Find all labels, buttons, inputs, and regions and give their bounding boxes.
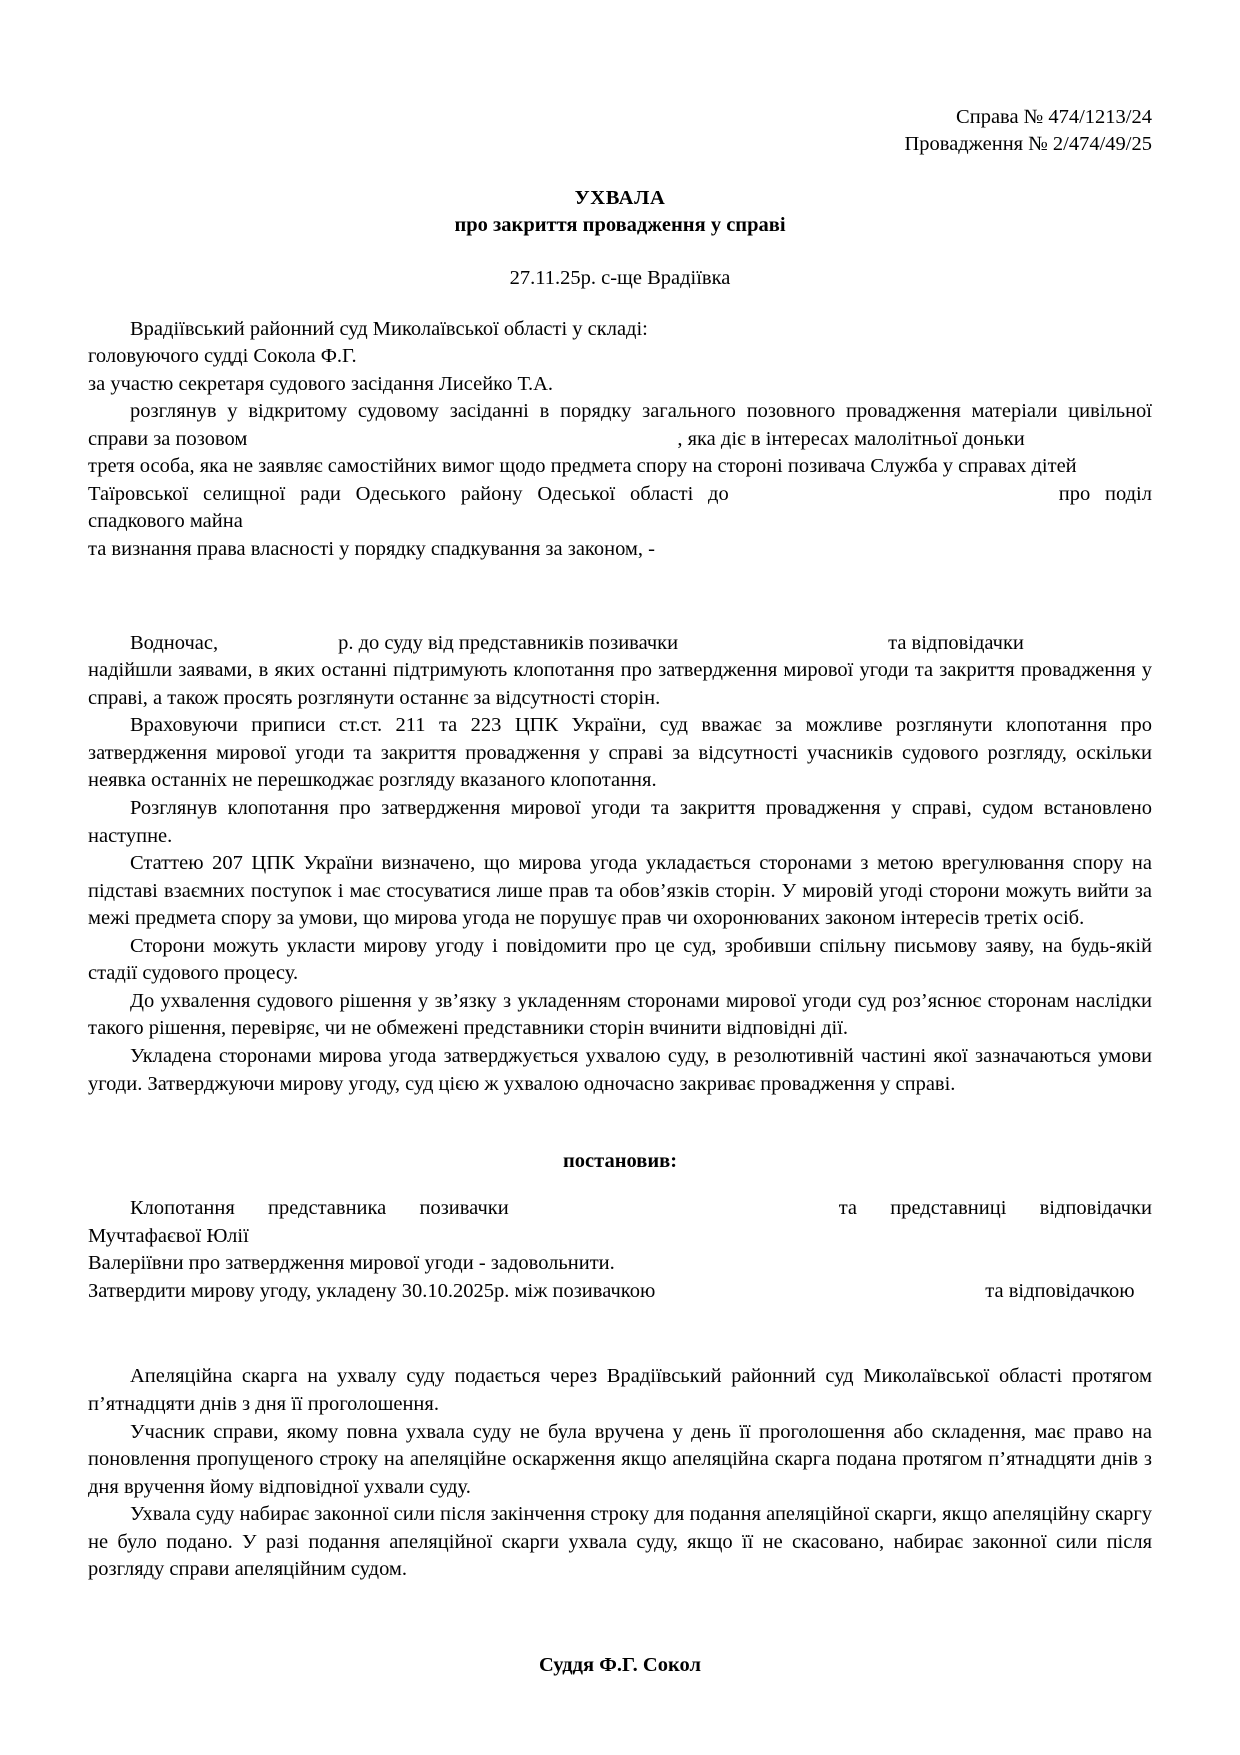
paragraph-rozglyanuv: [88, 795, 1152, 850]
subject-matter-text: про поділ спадкового майна: [88, 482, 1152, 533]
vodnochas-label: Водночас,: [130, 631, 219, 654]
third-party-authority-text: Таїровської селищної ради Одеського району Одеської області до: [88, 482, 729, 505]
paragraph-vodnochas-cont: [88, 657, 1152, 712]
rozglyanuv-text: Розглянув клопотання про затвердження мирової угоди та закриття провадження у справі, судом встановлено наступне.: [88, 796, 1152, 847]
considered-text-1: розглянув у відкритому судовому засіданні в порядку загального позовного провадження матеріали цивільної: [130, 400, 1152, 423]
ukladena-text: Укладена сторонами мирова угода затверджується ухвалою суду, в резолютивній частині якої зазначаються умови угоди. Затверджуючи мирову угоду, суд цією ж ухвалою одночасно закриває провадження у справі.: [88, 1045, 1152, 1095]
dateline: 27.11.25р. с-ще Врадіївка: [509, 266, 731, 289]
third-party-text: третя особа, яка не заявляє самостійних вимог щодо предмета спору на стороні позивача Служба у справах дітей: [88, 455, 1077, 478]
appeal-paragraph-2: [88, 1419, 1152, 1502]
judge-signature: Суддя Ф.Г. Сокол: [539, 1653, 701, 1676]
resolution-heading: постановив:: [562, 1150, 678, 1173]
resolution-item-2-defendant: та відповідачкою: [985, 1279, 1135, 1302]
vodnochas-text: р. до суду від представників позивачки: [338, 631, 679, 654]
vodnochas-defendant-text: та відповідачки: [888, 631, 1024, 654]
intro-spacer: [88, 564, 1152, 630]
vrahovuyuchy-text: Враховуючи приписи ст.ст. 211 та 223 ЦПК України, суд вважає за можливе розглянути клопотання про затвердження мирової угоди та закриття провадження у справі за відсутності учасників судового розгляду, оскільки неявка останніх не перешкоджає розгляду вказаного клопотання.: [88, 714, 1152, 792]
case-number: Справа № 474/1213/24: [956, 106, 1152, 128]
acting-in-interests-text: , яка діє в інтересах малолітньої доньки: [677, 427, 1025, 450]
appeal-spacer: [88, 1305, 1152, 1363]
document-subtitle: про закриття провадження у справі: [454, 213, 786, 236]
signature-spacer: [88, 1584, 1152, 1654]
appeal-paragraph-3: [88, 1501, 1152, 1584]
resolution-item-1-continuation: Валеріївни про затвердження мирової угоди - задовольнити.: [88, 1252, 615, 1275]
paragraph-storony: [88, 933, 1152, 988]
document-content: [88, 104, 1152, 1677]
court-composition-line: [88, 316, 1152, 344]
resolution-item-1-label: Клопотання представника позивачки: [130, 1197, 509, 1220]
appeal-paragraph-1: [88, 1363, 1152, 1418]
paragraph-article-207: [88, 850, 1152, 933]
resolution-item-1: [88, 1195, 1152, 1250]
title-block: [88, 187, 1152, 237]
considered-line-5: [88, 536, 1152, 564]
court-name-text: Врадіївський районний суд Миколаївської області у складі:: [130, 317, 648, 340]
subject-matter-text-2: та визнання права власності у порядку спадкування за законом, -: [88, 538, 655, 560]
resolution-spacer-top: [88, 1098, 1152, 1150]
resolution-item-2-label: Затвердити мирову угоду, укладену 30.10.2025р. між позивачкою: [88, 1279, 656, 1302]
resolution-item-2: [88, 1278, 1152, 1306]
considered-line-4: [88, 481, 1152, 536]
judge-name-text: головуючого судді Сокола Ф.Г.: [88, 345, 357, 368]
considered-line-2: [88, 426, 1152, 454]
document-header: [88, 104, 1152, 159]
appeal-text-2: Учасник справи, якому повна ухвала суду не була вручена у день її проголошення або складення, має право на поновлення пропущеного строку на апеляційне оскарження якщо апеляційна скарга подана протягом п’ятнадцяти днів з дня вручення йому відповідної ухвали суду.: [88, 1420, 1152, 1498]
proceeding-number: Провадження № 2/474/49/25: [904, 133, 1152, 156]
resolution-item-1-cont: [88, 1250, 1152, 1278]
considered-line-1: [88, 398, 1152, 426]
considered-line-3: [88, 453, 1152, 481]
secretary-name-text: за участю секретаря судового засідання Лисейко Т.А.: [88, 372, 554, 395]
appeal-text-3: Ухвала суду набирає законної сили після закінчення строку для подання апеляційної скарги, якщо апеляційну скаргу не було подано. У разі подання апеляційної скарги ухвала суду, якщо її не скасовано, набирає законної сили після розгляду справи апеляційним судом.: [88, 1503, 1152, 1581]
paragraph-do-uhvalennya: [88, 988, 1152, 1043]
paragraph-vodnochas: [88, 630, 1152, 658]
paragraph-vrahovuyuchy: [88, 712, 1152, 795]
do-uhvalennya-text: До ухвалення судового рішення у зв’язку з укладенням сторонами мирової угоди суд роз’яснює сторонам наслідки такого рішення, перевіряє, чи не обмежені представники сторін вчинити відповідні дії.: [88, 989, 1152, 1040]
storony-text: Сторони можуть укласти мирову угоду і повідомити про це суд, зробивши спільну письмову заяву, на будь-якій стадії судового процесу.: [88, 934, 1152, 985]
article-207-text: Статтею 207 ЦПК України визначено, що мирова угода укладається сторонами з метою врегулювання спору на підставі взаємних поступок і має стосуватися лише прав та обов’язків сторін. У мировій угоді сторони можуть вийти за межі предмета спору за умови, що мирова угода не порушує прав чи охоронюваних законом інтересів третіх осіб.: [88, 852, 1152, 930]
judge-line: [88, 343, 1152, 371]
appeal-text-1: Апеляційна скарга на ухвалу суду подається через Врадіївський районний суд Миколаївської області протягом п’ятнадцяти днів з дня її проголошення.: [88, 1365, 1152, 1415]
vodnochas-continuation-text: надійшли заявами, в яких останні підтримують клопотання про затвердження мирової угоди та закриття провадження у справі, а також просять розглянути останнє за відсутності сторін.: [88, 659, 1152, 709]
document-title: УХВАЛА: [574, 186, 666, 209]
paragraph-ukladena: [88, 1043, 1152, 1098]
plaintiff-claim-label: справи за позовом: [88, 427, 248, 450]
secretary-line: [88, 371, 1152, 399]
resolution-item-1-defendant-rep: та представниці відповідачки Мучтафаєвої Юлії: [88, 1197, 1152, 1247]
